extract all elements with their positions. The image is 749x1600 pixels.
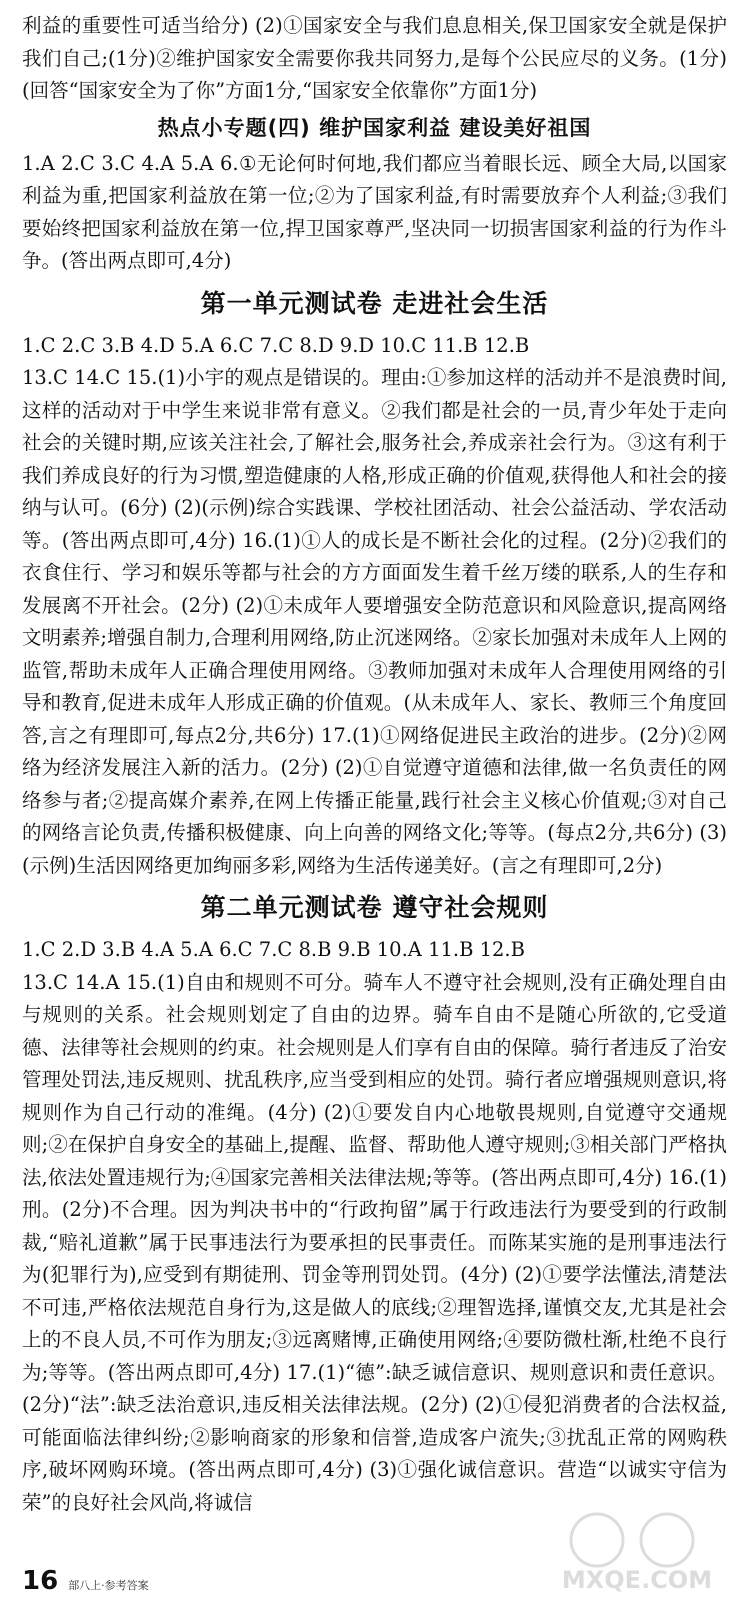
unit2-answers: 13.C 14.A 15.(1)自由和规则不可分。骑车人不遵守社会规则,没有正确处理自由与规则的关系。社会规则划定了自由的边界。骑车自由不是随心所欲的,它受道德、法律等社会规则的约束。社会规则是人们享有自由的保障。骑行者违反了治安管理处罚法,违反规则、扰乱秩序,应当受到相应的处罚。骑行者应增强规则意识,将规则作为自己行动的准绳。(4分) (2)①要发自内心地敬畏规则,自觉遵守交通规则;②在保护自身安全的基础上,提醒、监督、帮助他人遵守规则;③相关部门严格执法,依法处置违规行为;④国家完善相关法律法规;等等。(答出两点即可,4分) 16.(1)刑。(2分)不合理。因为判决书中的“行政拘留”属于行政违法行为要受到的行政制裁,“赔礼道歉”属于民事违法行为要承担的民事责任。而陈某实施的是刑事违法行为(犯罪行为),应受到有期徒刑、罚金等刑罚处罚。(4分) (2)①要学法懂法,清楚法不可违,严格依法规范自身行为,这是做人的底线;②理智选择,谨慎交友,尤其是社会上的不良人员,不可作为朋友;③远离赌博,正确使用网络;④要防微杜渐,杜绝不良行为;等等。(答出两点即可,4分) 17.(1)“德”:缺乏诚信意识、规则意识和责任意识。(2分)“法”:缺乏法治意识,违反相关法律法规。(2分) (2)①侵犯消费者的合法权益,可能面临法律纠纷;②影响商家的形象和信誉,造成客户流失;③扰乱正常的网购秩序,破坏网购环境。(答出两点即可,4分) (3)①强化诚信意识。营造“以诚实守信为荣”的良好社会风尚,将诚信 <box>22 970 727 1514</box>
special-topic-answers: 1.A 2.C 3.C 4.A 5.A 6.①无论何时何地,我们都应当着眼长远、顾全大局,以国家利益为重,把国家利益放在第一位;②为了国家利益,有时需要放弃个人利益;③我们要始终把国家利益放在第一位,捍卫国家尊严,坚决同一切损害国家利益的行为作斗争。(答出两点即可,4分) <box>22 151 727 272</box>
unit2-choice-answers: 1.C 2.D 3.B 4.A 5.A 6.C 7.C 8.B 9.B 10.A 11.B 12.B <box>22 938 525 961</box>
intro-paragraph: 利益的重要性可适当给分) (2)①国家安全与我们息息相关,保卫国家安全就是保护我们自己;(1分)②维护国家安全需要你我共同努力,是每个公民应尽的义务。(1分)(回答“国家安全为了你”方面1分,“国家安全依靠你”方面1分) <box>22 14 727 102</box>
book-label: 部八上·参考答案 <box>68 1579 149 1592</box>
unit1-heading: 第一单元测试卷 走进社会生活 <box>200 288 549 318</box>
watermark-text: MXQE.COM <box>561 1566 713 1594</box>
watermark-logo <box>537 1500 737 1595</box>
unit1-answers: 13.C 14.C 15.(1)小宇的观点是错误的。理由:①参加这样的活动并不是浪费时间,这样的活动对于中学生来说非常有意义。②我们都是社会的一员,青少年处于走向社会的关键时期,应该关注社会,了解社会,服务社会,养成亲社会行为。③这有利于我们养成良好的行为习惯,塑造健康的人格,形成正确的价值观,获得他人和社会的接纳与认可。(6分) (2)(示例)综合实践课、学校社团活动、社会公益活动、学农活动等。(答出两点即可,4分) 16.(1)①人的成长是不断社会化的过程。(2分)②我们的衣食住行、学习和娱乐等都与社会的方方面面发生着千丝万缕的联系,人的生存和发展离不开社会。(2分) (2)①未成年人要增强安全防范意识和风险意识,提高网络文明素养;增强自制力,合理利用网络,防止沉迷网络。②家长加强对未成年人上网的监管,帮助未成年人正确合理使用网络。③教师加强对未成年人合理使用网络的引导和教育,促进未成年人形成正确的价值观。(从未成年人、家长、教师三个角度回答,言之有理即可,每点2分,共6分) 17.(1)①网络促进民主政治的进步。(2分)②网络为经济发展注入新的活力。(2分) (2)①自觉遵守道德和法律,做一名负责任的网络参与者;②提高媒介素养,在网上传播正能量,践行社会主义核心价值观;③对自己的网络言论负责,传播积极健康、向上向善的网络文化;等等。(每点2分,共6分) (3)(示例)生活因网络更加绚丽多彩,网络为生活传递美好。(言之有理即可,2分) <box>22 366 727 877</box>
unit1-choice-answers: 1.C 2.C 3.B 4.D 5.A 6.C 7.C 8.D 9.D 10.C 11.B 12.B <box>22 333 530 357</box>
page-number: 16 <box>22 1566 59 1596</box>
unit2-heading: 第二单元测试卷 遵守社会规则 <box>200 893 549 922</box>
answer-page <box>22 10 727 1519</box>
page-footer <box>22 1566 149 1596</box>
special-topic-heading: 热点小专题(四) 维护国家利益 建设美好祖国 <box>157 115 592 140</box>
